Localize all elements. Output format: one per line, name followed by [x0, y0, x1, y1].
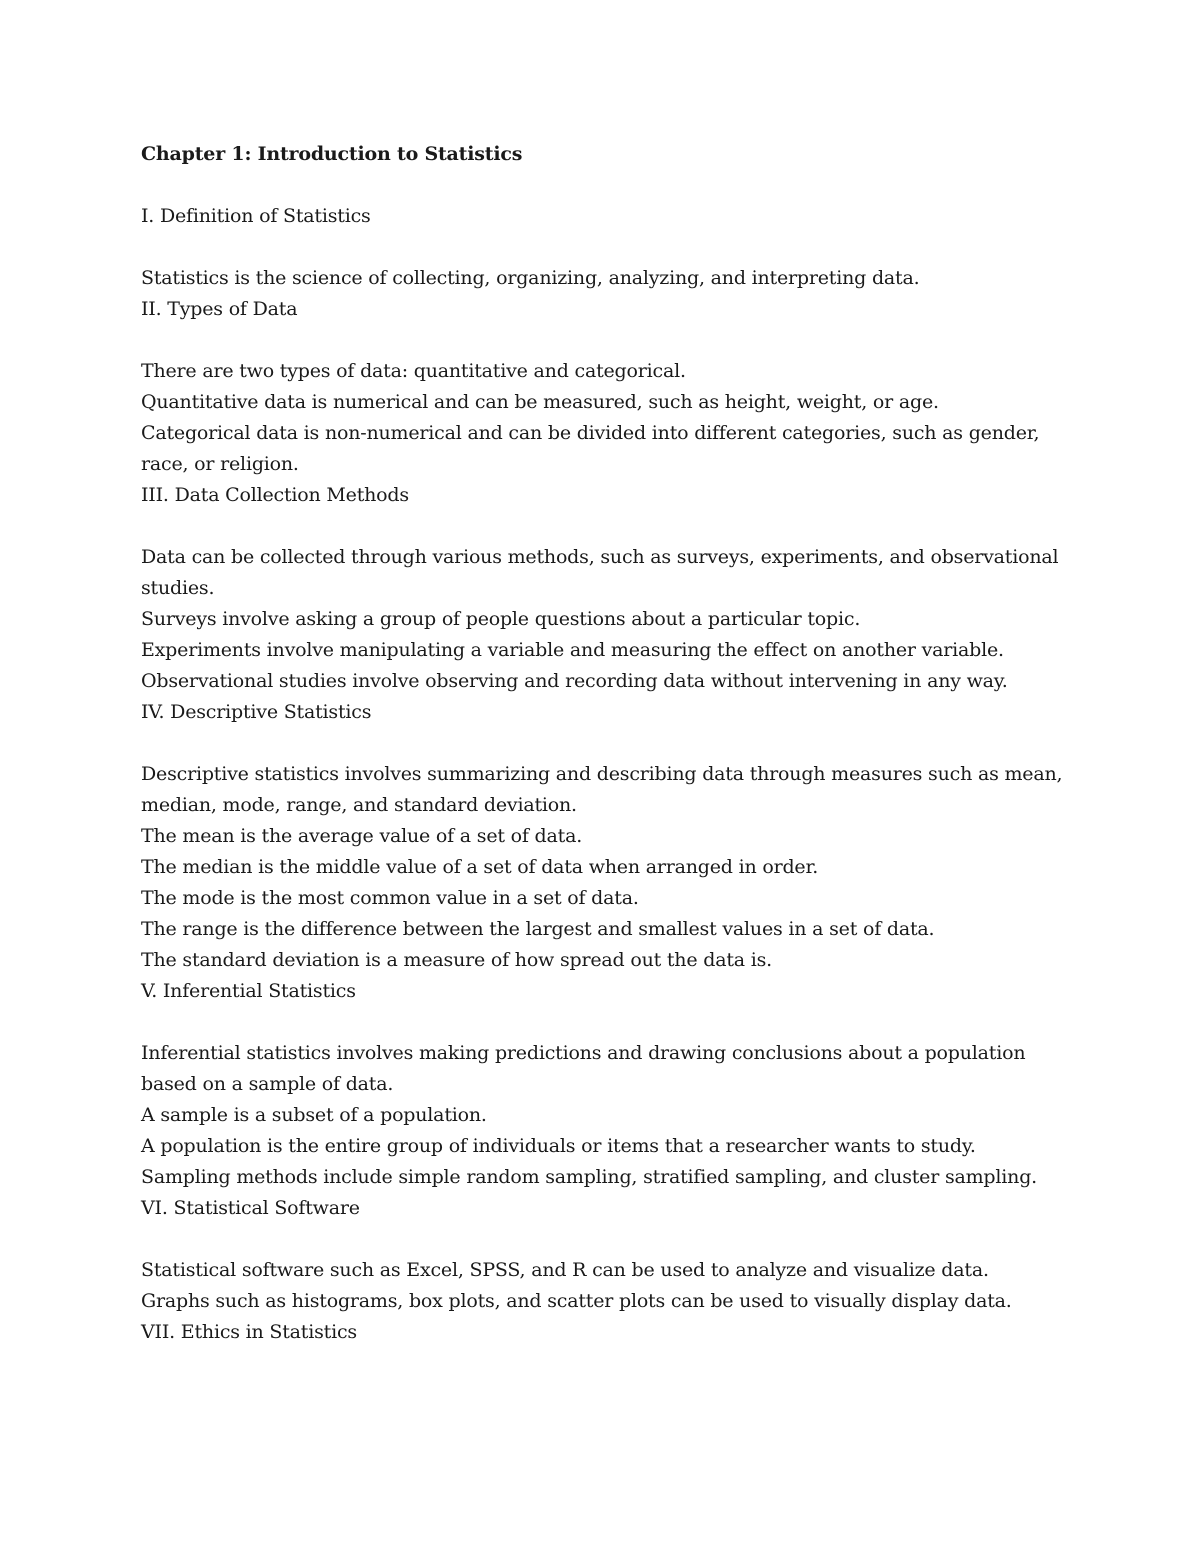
chapter-title: Chapter 1: Introduction to Statistics: [141, 143, 523, 165]
section-body: [141, 1038, 1071, 1193]
body-line: Observational studies involve observing and recording data without intervening in any way.: [141, 670, 1008, 692]
body-line: Data can be collected through various methods, such as surveys, experiments, and observational: [141, 546, 1059, 568]
section-software: [141, 1193, 1071, 1317]
section-types-of-data: [141, 294, 1071, 480]
section-heading: II. Types of Data: [141, 298, 298, 320]
section-heading: IV. Descriptive Statistics: [141, 701, 372, 723]
document-body: [141, 139, 1071, 1379]
body-line: Inferential statistics involves making predictions and drawing conclusions about a population: [141, 1042, 1026, 1064]
body-line: Graphs such as histograms, box plots, and scatter plots can be used to visually display data.: [141, 1290, 1012, 1312]
body-line: The median is the middle value of a set of data when arranged in order.: [141, 856, 819, 878]
section-descriptive: [141, 697, 1071, 976]
body-line: studies.: [141, 577, 215, 599]
body-line: race, or religion.: [141, 453, 299, 475]
body-line: Categorical data is non-numerical and can be divided into different categories, such as gender,: [141, 422, 1040, 444]
section-body: [141, 542, 1071, 697]
body-line: Surveys involve asking a group of people questions about a particular topic.: [141, 608, 861, 630]
body-line: based on a sample of data.: [141, 1073, 394, 1095]
section-definition: [141, 201, 1071, 294]
section-body: [141, 1255, 1071, 1317]
body-line: The mode is the most common value in a set of data.: [141, 887, 639, 909]
section-inferential: [141, 976, 1071, 1193]
body-line: A population is the entire group of individuals or items that a researcher wants to study.: [141, 1135, 976, 1157]
section-heading: VI. Statistical Software: [141, 1197, 360, 1219]
section-heading: I. Definition of Statistics: [141, 205, 371, 227]
section-heading: VII. Ethics in Statistics: [141, 1321, 357, 1343]
body-line: Quantitative data is numerical and can be measured, such as height, weight, or age.: [141, 391, 939, 413]
body-line: Experiments involve manipulating a variable and measuring the effect on another variable.: [141, 639, 1004, 661]
body-line: Sampling methods include simple random sampling, stratified sampling, and cluster sampling.: [141, 1166, 1037, 1188]
section-ethics: [141, 1317, 1071, 1348]
body-line: The standard deviation is a measure of how spread out the data is.: [141, 949, 772, 971]
body-line: Descriptive statistics involves summarizing and describing data through measures such as mean,: [141, 763, 1063, 785]
section-body: [141, 759, 1071, 976]
section-heading: V. Inferential Statistics: [141, 980, 356, 1002]
body-line: A sample is a subset of a population.: [141, 1104, 487, 1126]
body-line: There are two types of data: quantitative and categorical.: [141, 360, 686, 382]
section-data-collection: [141, 480, 1071, 697]
section-body: [141, 263, 1071, 294]
body-line: Statistical software such as Excel, SPSS, and R can be used to analyze and visualize data.: [141, 1259, 989, 1281]
section-heading: III. Data Collection Methods: [141, 484, 409, 506]
section-body: [141, 356, 1071, 480]
body-line: The mean is the average value of a set of data.: [141, 825, 583, 847]
body-line: The range is the difference between the largest and smallest values in a set of data.: [141, 918, 935, 940]
body-line: Statistics is the science of collecting, organizing, analyzing, and interpreting data.: [141, 267, 920, 289]
body-line: median, mode, range, and standard deviation.: [141, 794, 577, 816]
